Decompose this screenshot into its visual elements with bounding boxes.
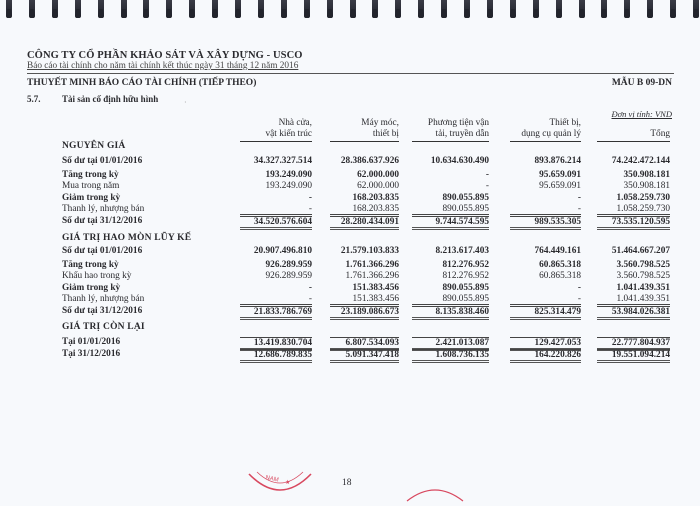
cell-value: -	[577, 283, 581, 293]
cell-value: 21.833.786.769	[240, 306, 312, 320]
row-label: Thanh lý, nhượng bán	[62, 294, 145, 304]
cell-value: 890.055.895	[412, 204, 489, 215]
row-label: Số dư tại 01/01/2016	[62, 156, 143, 166]
cell-value: 1.041.439.351	[597, 294, 670, 305]
group-title-cost: NGUYÊN GIÁ	[62, 141, 126, 151]
cell-value: 1.041.439.351	[616, 283, 670, 293]
column-header-buildings	[240, 118, 312, 142]
row-label: Số dư tại 01/01/2016	[62, 246, 143, 256]
cell-value: 3.560.798.525	[616, 271, 670, 281]
cell-value: 3.560.798.525	[616, 260, 670, 270]
cell-value: -	[485, 181, 489, 191]
column-header-line2: dụng cụ quản lý	[510, 129, 581, 142]
row-label: Tăng trong kỳ	[62, 170, 119, 180]
cell-value: -	[308, 193, 312, 203]
company-seal-stamp	[245, 466, 315, 506]
cell-value: 62.000.000	[357, 170, 399, 180]
cell-value: 8.135.838.460	[412, 306, 489, 320]
cell-value: 12.686.789.835	[240, 349, 312, 363]
row-label: Giảm trong kỳ	[62, 193, 121, 203]
unit-label: Đơn vị tính: VND	[611, 109, 672, 119]
table-row	[0, 306, 700, 318]
column-header-line1	[668, 118, 670, 128]
table-row	[0, 156, 700, 168]
cell-value: 73.535.120.595	[597, 216, 670, 230]
cell-value: 129.427.053	[510, 337, 581, 351]
cell-value: 193.249.090	[265, 181, 312, 191]
cell-value: -	[510, 294, 581, 305]
table-row	[0, 349, 700, 361]
table-row	[0, 246, 700, 258]
cell-value: 1.058.259.730	[616, 193, 670, 203]
company-name: CÔNG TY CỔ PHẦN KHẢO SÁT VÀ XÂY DỰNG - USCO	[27, 50, 303, 61]
cell-value: -	[240, 294, 312, 305]
cell-value: 1.761.366.296	[345, 271, 399, 281]
svg-text:NAM: NAM	[264, 475, 280, 484]
column-header-machinery	[330, 118, 399, 142]
cell-value: 60.865.318	[539, 260, 581, 270]
cell-value: 62.000.000	[357, 181, 399, 191]
row-label: Số dư tại 31/12/2016	[62, 216, 143, 226]
form-code: MẪU B 09-DN	[611, 78, 672, 88]
cell-value: 28.280.434.091	[330, 216, 399, 230]
row-label: Tại 01/01/2016	[62, 337, 121, 347]
cell-value: 151.383.456	[352, 283, 399, 293]
column-header-line1: Nhà cửa,	[278, 118, 312, 128]
column-header-vehicles	[412, 118, 489, 142]
cell-value: 1.058.259.730	[597, 204, 670, 215]
row-label: Mua trong năm	[62, 181, 120, 191]
cell-value: 28.386.637.926	[340, 156, 399, 166]
cell-value: 20.907.496.810	[253, 246, 312, 256]
cell-value: 350.908.181	[623, 181, 670, 191]
cell-value: 926.289.959	[265, 271, 312, 281]
cell-value: 5.091.347.418	[330, 349, 399, 363]
cell-value: 764.449.161	[534, 246, 581, 256]
header-rule	[27, 73, 674, 74]
cell-value: 34.327.327.514	[253, 156, 312, 166]
cell-value: 95.659.091	[539, 170, 581, 180]
column-header-line2: thiết bị	[330, 129, 399, 142]
column-header-line2: vật kiến trúc	[240, 129, 312, 142]
row-label: Thanh lý, nhượng bán	[62, 204, 145, 214]
cell-value: 60.865.318	[539, 271, 581, 281]
cell-value: 22.777.804.937	[597, 337, 670, 351]
cell-value: 825.314.479	[510, 306, 581, 320]
table-row	[0, 294, 700, 306]
table-row	[0, 337, 700, 349]
cell-value: 812.276.952	[442, 271, 489, 281]
scan-speck: ·	[184, 98, 187, 107]
cell-value: 1.761.366.296	[345, 260, 399, 270]
table-row	[0, 181, 700, 193]
cell-value: 893.876.214	[534, 156, 581, 166]
cell-value: 2.421.013.087	[412, 337, 489, 351]
column-header-total	[597, 118, 670, 142]
cell-value: -	[485, 170, 489, 180]
cell-value: 812.276.952	[442, 260, 489, 270]
report-subtitle: Báo cáo tài chính cho năm tài chính kết thúc ngày 31 tháng 12 năm 2016	[27, 61, 299, 71]
row-label: Khấu hao trong kỳ	[62, 271, 132, 281]
row-label: Tăng trong kỳ	[62, 260, 119, 270]
cell-value: 19.551.094.214	[597, 349, 670, 363]
table-row	[0, 216, 700, 228]
cell-value: 193.249.090	[265, 170, 312, 180]
cell-value: 74.242.472.144	[611, 156, 670, 166]
cell-value: 890.055.895	[442, 193, 489, 203]
cell-value: 926.289.959	[265, 260, 312, 270]
cell-value: 8.213.617.403	[435, 246, 489, 256]
column-header-line1: Phương tiện vận	[427, 118, 489, 128]
cell-value: 10.634.630.490	[430, 156, 489, 166]
table-row	[0, 204, 700, 216]
cell-value: 164.220.826	[510, 349, 581, 363]
column-header-line1: Máy móc,	[361, 118, 399, 128]
cell-value: 350.908.181	[623, 170, 670, 180]
svg-text:★: ★	[285, 480, 291, 486]
row-label: Số dư tại 31/12/2016	[62, 306, 143, 316]
table-row	[0, 271, 700, 283]
cell-value: 34.520.576.604	[240, 216, 312, 230]
cell-value: 13.419.830.704	[240, 337, 312, 351]
cell-value: -	[240, 204, 312, 215]
cell-value: 989.535.305	[510, 216, 581, 230]
cell-value: 51.464.667.207	[611, 246, 670, 256]
cell-value: -	[510, 204, 581, 215]
column-header-line2: tải, truyền dẫn	[412, 129, 489, 142]
cell-value: 890.055.895	[442, 283, 489, 293]
group-title-net: GIÁ TRỊ CÒN LẠI	[62, 322, 145, 332]
cell-value: 23.189.086.673	[330, 306, 399, 320]
cell-value: -	[577, 193, 581, 203]
section-title: THUYẾT MINH BÁO CÁO TÀI CHÍNH (TIẾP THEO)	[27, 78, 257, 88]
page-number: 18	[342, 478, 352, 488]
cell-value: 1.608.736.135	[412, 349, 489, 363]
group-title-depreciation: GIÁ TRỊ HAO MÒN LŨY KẾ	[62, 233, 192, 243]
cell-value: 890.055.895	[412, 294, 489, 305]
cell-value: 168.203.835	[352, 193, 399, 203]
column-header-line1: Thiết bị,	[549, 118, 581, 128]
cell-value: -	[308, 283, 312, 293]
cell-value: 21.579.103.833	[340, 246, 399, 256]
row-label: Giảm trong kỳ	[62, 283, 121, 293]
cell-value: 168.203.835	[330, 204, 399, 215]
cell-value: 95.659.091	[539, 181, 581, 191]
column-header-line2: Tổng	[597, 129, 670, 142]
cell-value: 53.984.026.381	[597, 306, 670, 320]
column-header-office-equipment	[510, 118, 581, 142]
cell-value: 9.744.574.595	[412, 216, 489, 230]
note-number: 5.7.	[27, 94, 41, 104]
note-title: Tài sản cố định hữu hình	[62, 94, 159, 104]
cell-value: 151.383.456	[330, 294, 399, 305]
cell-value: 6.807.534.093	[330, 337, 399, 351]
row-label: Tại 31/12/2016	[62, 349, 121, 359]
signature-stamp-edge	[405, 483, 465, 503]
